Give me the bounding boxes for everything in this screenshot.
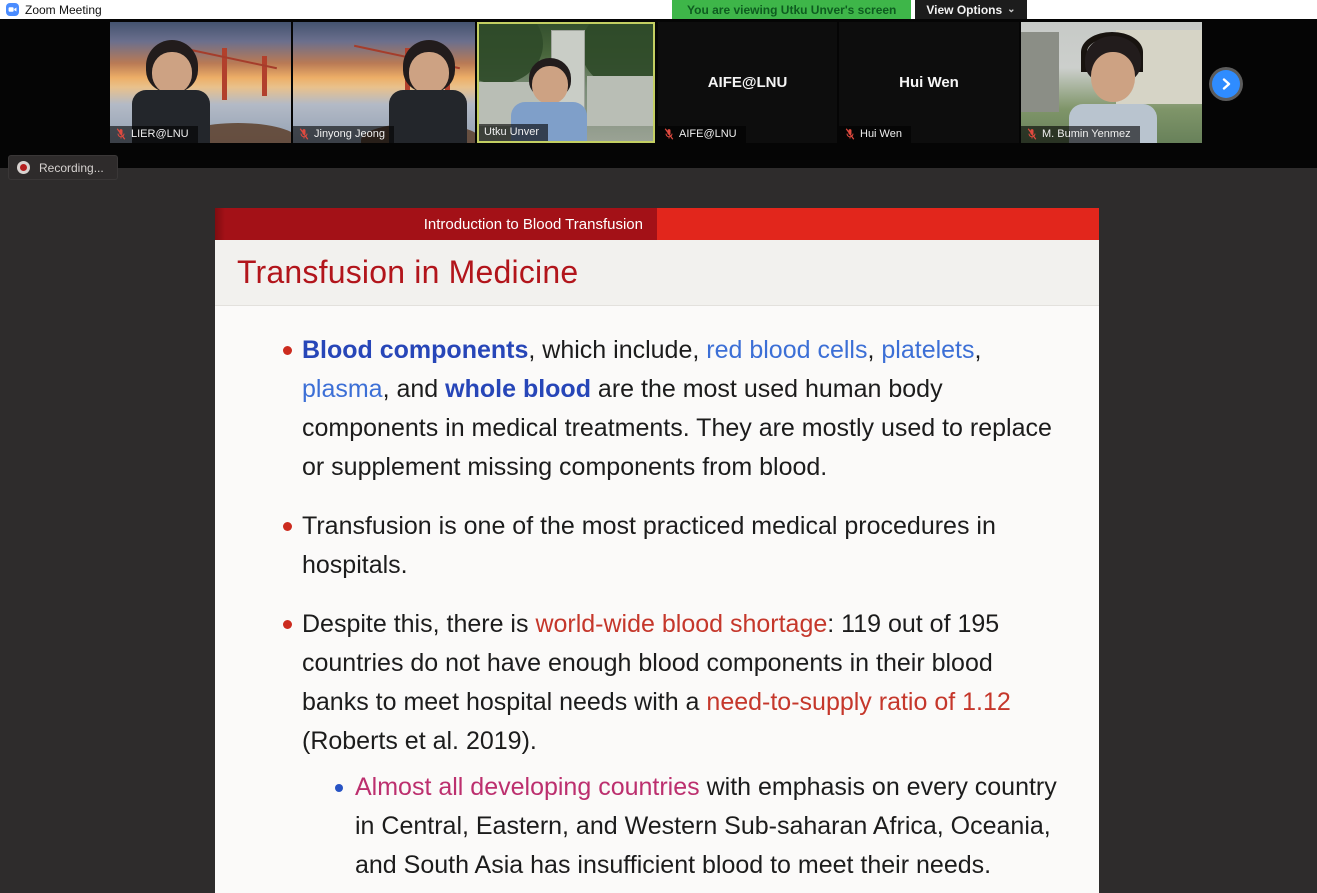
view-options-label: View Options [926, 2, 1003, 17]
slide-title-area [215, 240, 1099, 306]
participant-name-center: Hui Wen [899, 74, 959, 91]
text-segment: in Central, Eastern, and Western Sub-saharan Africa, Oceania, [355, 812, 1051, 840]
participant-name-tag: Hui Wen [839, 126, 911, 143]
text-segment: or supplement missing components from blood. [302, 453, 828, 481]
slide-section-label: Introduction to Blood Transfusion [215, 208, 657, 240]
slide-body [215, 306, 1099, 885]
slide-header-accent [657, 208, 1099, 240]
participant-tile-utku-unver[interactable] [477, 22, 655, 143]
slide-text-line [302, 507, 1099, 546]
participant-name-tag: AIFE@LNU [658, 126, 746, 143]
text-segment: plasma [302, 375, 383, 403]
participant-name-tag: Jinyong Jeong [293, 126, 394, 143]
participant-name-tag: LIER@LNU [110, 126, 198, 143]
chevron-right-icon [1220, 78, 1232, 90]
slide-text-line [302, 644, 1099, 683]
slide-text-line [302, 448, 1099, 487]
text-segment: , and [382, 375, 446, 403]
text-segment: Despite this, there is [302, 610, 536, 638]
participant-name-tag: M. Bumin Yenmez [1021, 126, 1140, 143]
muted-mic-icon [844, 128, 856, 140]
text-segment: (Roberts et al. 2019). [302, 727, 537, 755]
recording-label: Recording... [39, 160, 104, 175]
slide-text-line [355, 846, 1099, 885]
text-segment: world-wide blood shortage [535, 610, 828, 638]
slide-text-line [302, 683, 1099, 722]
text-segment: : 119 out of 195 [827, 610, 1000, 638]
text-segment: Blood components [302, 336, 529, 364]
text-segment: Transfusion is one of the most practiced medical procedures in [302, 512, 996, 540]
participant-tile-aife-lnu[interactable] [658, 22, 837, 143]
zoom-app-icon [6, 3, 19, 16]
slide-text-line [302, 409, 1099, 448]
recording-indicator [8, 155, 118, 180]
recording-icon [17, 161, 30, 174]
text-segment: , [974, 336, 982, 364]
viewing-screen-banner: You are viewing Utku Unver's screen [672, 0, 911, 19]
camera-video-feed [1021, 22, 1202, 143]
participant-tile-jinyong-jeong[interactable] [293, 22, 475, 143]
slide-text-line [355, 807, 1099, 846]
bullet-dot-icon [335, 784, 343, 792]
view-options-button[interactable] [915, 0, 1026, 19]
slide-text-line [355, 768, 1099, 807]
chevron-down-icon: ⌄ [1007, 4, 1016, 15]
slide-title: Transfusion in Medicine [237, 254, 579, 290]
slide-header-bar [215, 208, 1099, 240]
text-segment: need-to-supply ratio of 1.12 [706, 688, 1011, 716]
bullet-dot-icon [283, 522, 292, 531]
text-segment: whole blood [445, 375, 591, 403]
text-segment: platelets [881, 336, 975, 364]
participant-name-center: AIFE@LNU [707, 74, 788, 91]
slide-text-line [302, 605, 1099, 644]
slide-bullet [302, 331, 1099, 487]
slide-text-line [302, 722, 1099, 761]
muted-mic-icon [298, 128, 310, 140]
text-segment: red blood cells [706, 336, 868, 364]
slide-text-line [302, 331, 1099, 370]
text-segment: , which include, [528, 336, 707, 364]
window-titlebar [0, 0, 1317, 19]
camera-video-feed [110, 22, 291, 143]
text-segment: countries do not have enough blood components in their blood [302, 649, 993, 677]
text-segment: with emphasis on every country [699, 773, 1057, 801]
text-segment: are the most used human body [590, 375, 943, 403]
presentation-slide [215, 208, 1099, 893]
bullet-dot-icon [283, 620, 292, 629]
camera-video-feed [293, 22, 475, 143]
slide-sub-bullet [302, 768, 1099, 885]
text-segment: hospitals. [302, 551, 408, 579]
participant-tile-hui-wen[interactable] [839, 22, 1019, 143]
text-segment: and South Asia has insufficient blood to meet their needs. [355, 851, 992, 879]
participant-tile-m-bumin-yenmez[interactable] [1021, 22, 1202, 143]
participant-name-tag: Utku Unver [479, 124, 548, 141]
slide-bullet [302, 605, 1099, 761]
screen-share-banner-area [672, 0, 1027, 19]
window-title: Zoom Meeting [25, 2, 102, 17]
text-segment: banks to meet hospital needs with a [302, 688, 707, 716]
next-participants-button[interactable] [1212, 70, 1240, 98]
text-segment: Almost all developing countries [355, 773, 700, 801]
video-thumbnail-strip [0, 19, 1317, 168]
text-segment: , [867, 336, 882, 364]
bullet-dot-icon [283, 346, 292, 355]
slide-text-line [302, 546, 1099, 585]
text-segment: components in medical treatments. They are mostly used to replace [302, 414, 1052, 442]
slide-text-line [302, 370, 1099, 409]
muted-mic-icon [1026, 128, 1038, 140]
participant-tile-lier-lnu[interactable] [110, 22, 291, 143]
muted-mic-icon [115, 128, 127, 140]
muted-mic-icon [663, 128, 675, 140]
slide-bullet [302, 507, 1099, 585]
